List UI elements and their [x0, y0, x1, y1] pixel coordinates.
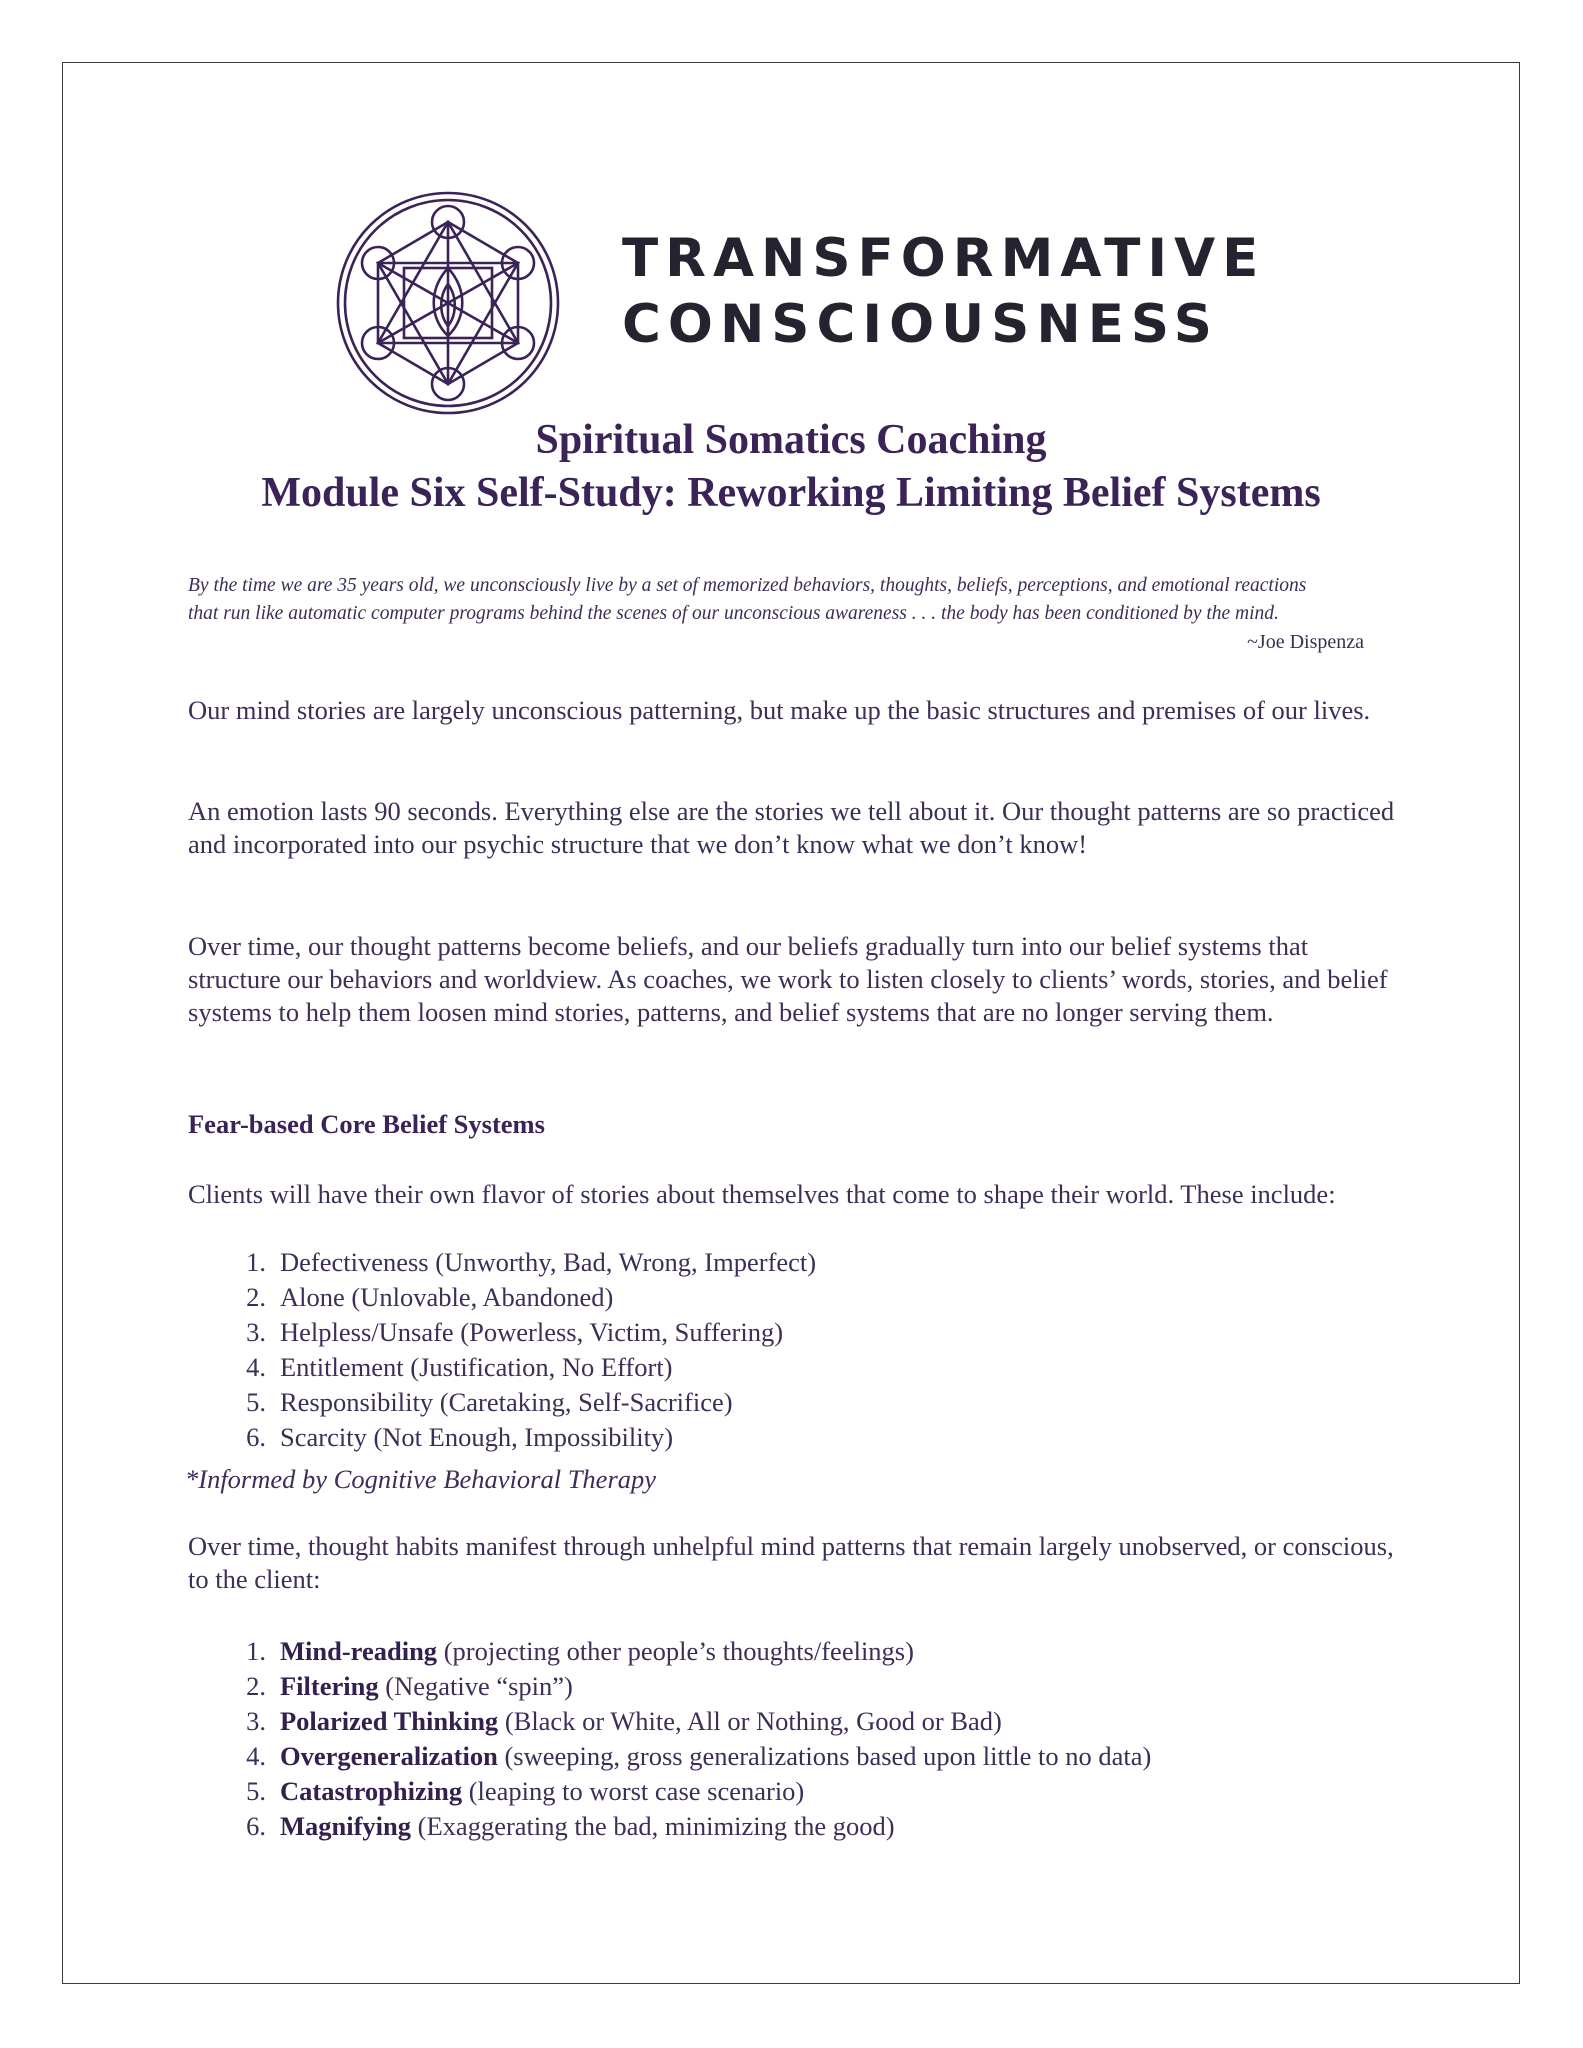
- logo-line-2: CONSCIOUSNESS: [622, 294, 1219, 355]
- epigraph-quote: [188, 572, 1368, 628]
- list-item: 1. Defectiveness (Unworthy, Bad, Wrong, Imperfect): [246, 1247, 817, 1277]
- list-item: 4. Entitlement (Justification, No Effort): [246, 1352, 673, 1382]
- quote-line-1: By the time we are 35 years old, we unconsciously live by a set of memorized behaviors, thoughts, beliefs, perceptions, and emotional reactions: [188, 575, 1307, 596]
- quote-line-2: that run like automatic computer programs behind the scenes of our unconscious awareness . . . the body has been conditioned by the mind.: [188, 603, 1279, 624]
- logo-wordmark: [622, 226, 1265, 358]
- footnote: *Informed by Cognitive Behavioral Therapy: [185, 1464, 657, 1494]
- list-item: 1. Mind-reading (projecting other people’s thoughts/feelings): [246, 1636, 914, 1666]
- list-item: 6. Magnifying (Exaggerating the bad, minimizing the good): [246, 1811, 895, 1841]
- pattern-list: [188, 1634, 1388, 1844]
- list-item: 5. Responsibility (Caretaking, Self-Sacrifice): [246, 1387, 733, 1417]
- page-title-line-2: Module Six Self-Study: Reworking Limiting Belief Systems: [261, 470, 1321, 516]
- quote-attribution: ~Joe Dispenza: [1247, 631, 1364, 653]
- metatron-cube-flame-icon: [332, 190, 564, 416]
- list-item: 6. Scarcity (Not Enough, Impossibility): [246, 1422, 674, 1452]
- logo: [332, 190, 1266, 416]
- belief-list: [188, 1245, 1388, 1455]
- section-intro: Clients will have their own flavor of stories about themselves that come to shape their world. These include:: [188, 1179, 1336, 1209]
- paragraph: An emotion lasts 90 seconds. Everything else are the stories we tell about it. Our thought patterns are so practiced and incorporated into our psychic structure that we don’t know what we don’t know!: [188, 796, 1395, 859]
- list-item: 3. Polarized Thinking (Black or White, All or Nothing, Good or Bad): [246, 1706, 1002, 1736]
- list-item: 3. Helpless/Unsafe (Powerless, Victim, Suffering): [246, 1317, 784, 1347]
- patterns-intro: Over time, thought habits manifest through unhelpful mind patterns that remain largely unobserved, or conscious, to the client:: [188, 1531, 1394, 1594]
- list-item: 5. Catastrophizing (leaping to worst case scenario): [246, 1776, 805, 1806]
- paragraph: Our mind stories are largely unconscious patterning, but make up the basic structures and premises of our lives.: [188, 695, 1371, 725]
- page-title-line-1: Spiritual Somatics Coaching: [535, 417, 1047, 463]
- list-item: 2. Alone (Unlovable, Abandoned): [246, 1282, 614, 1312]
- logo-line-1: TRANSFORMATIVE: [622, 228, 1266, 289]
- paragraph: Over time, our thought patterns become beliefs, and our beliefs gradually turn into our belief systems that structure our behaviors and worldview. As coaches, we work to listen closely to clients’ words, stories, and belief systems to help them loosen mind stories, patterns, and belief systems that are no longer serving them.: [188, 931, 1388, 1027]
- section-heading: Fear-based Core Belief Systems: [188, 1109, 545, 1139]
- list-item: 4. Overgeneralization (sweeping, gross generalizations based upon little to no data): [246, 1741, 1152, 1771]
- list-item: 2. Filtering (Negative “spin”): [246, 1671, 573, 1701]
